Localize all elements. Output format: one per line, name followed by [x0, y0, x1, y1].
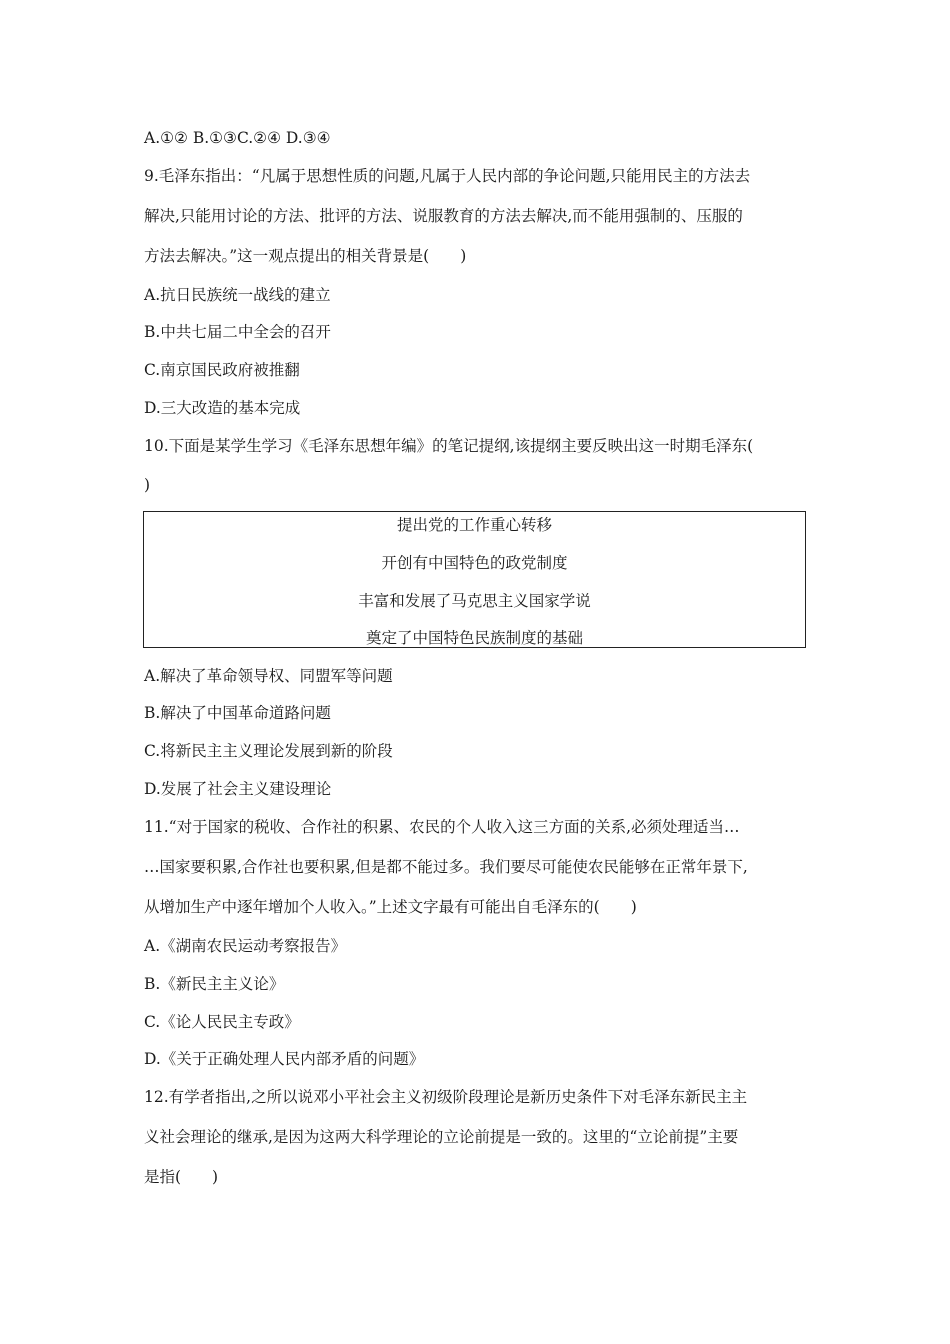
- q9-stem-line-2: 解决,只能用讨论的方法、批评的方法、说服教育的方法去解决,而不能用强制的、压服的: [144, 207, 743, 225]
- q10-stem-line-2: ): [144, 476, 151, 494]
- q12-stem-line-3: 是指( ): [144, 1168, 219, 1186]
- q11-option-b: B.《新民主主义论》: [144, 975, 285, 993]
- q11-option-c: C.《论人民民主专政》: [144, 1013, 300, 1031]
- q9-stem-line-3: 方法去解决。”这一观点提出的相关背景是( ): [144, 247, 467, 265]
- outline-item-1: 提出党的工作重心转移: [396, 516, 552, 534]
- q10-option-b: B.解决了中国革命道路问题: [144, 704, 331, 722]
- outline-item-2: 开创有中国特色的政党制度: [381, 554, 568, 572]
- q10-outline-box: [143, 511, 806, 648]
- outline-item-3: 丰富和发展了马克思主义国家学说: [358, 592, 591, 610]
- q9-option-c: C.南京国民政府被推翻: [144, 361, 300, 379]
- q11-stem-line-3: 从增加生产中逐年增加个人收入。”上述文字最有可能出自毛泽东的( ): [144, 898, 637, 916]
- q10-option-d: D.发展了社会主义建设理论: [144, 780, 332, 798]
- q11-stem-line-1: 11.“对于国家的税收、合作社的积累、农民的个人收入这三方面的关系,必须处理适当…: [144, 818, 740, 836]
- q9-option-d: D.三大改造的基本完成: [144, 399, 301, 417]
- q11-option-d: D.《关于正确处理人民内部矛盾的问题》: [144, 1050, 425, 1068]
- q9-option-b: B.中共七届二中全会的召开: [144, 323, 331, 341]
- q10-stem-line-1: 10.下面是某学生学习《毛泽东思想年编》的笔记提纲,该提纲主要反映出这一时期毛泽东(: [144, 437, 754, 455]
- q9-stem-line-1: 9.毛泽东指出：“凡属于思想性质的问题,凡属于人民内部的争论问题,只能用民主的方法去: [144, 167, 751, 185]
- q12-stem-line-1: 12.有学者指出,之所以说邓小平社会主义初级阶段理论是新历史条件下对毛泽东新民主主: [144, 1088, 748, 1106]
- outline-item-4: 奠定了中国特色民族制度的基础: [365, 629, 583, 647]
- q11-option-a: A.《湖南农民运动考察报告》: [144, 937, 347, 955]
- q12-stem-line-2: 义社会理论的继承,是因为这两大科学理论的立论前提是一致的。这里的“立论前提”主要: [144, 1128, 739, 1146]
- q10-option-a: A.解决了革命领导权、同盟军等问题: [144, 667, 393, 685]
- q9-option-a: A.抗日民族统一战线的建立: [144, 286, 331, 304]
- q10-option-c: C.将新民主主义理论发展到新的阶段: [144, 742, 393, 760]
- q8-options: A.①② B.①③C.②④ D.③④: [144, 129, 331, 147]
- q11-stem-line-2: …国家要积累,合作社也要积累,但是都不能过多。我们要尽可能使农民能够在正常年景下,: [144, 858, 748, 876]
